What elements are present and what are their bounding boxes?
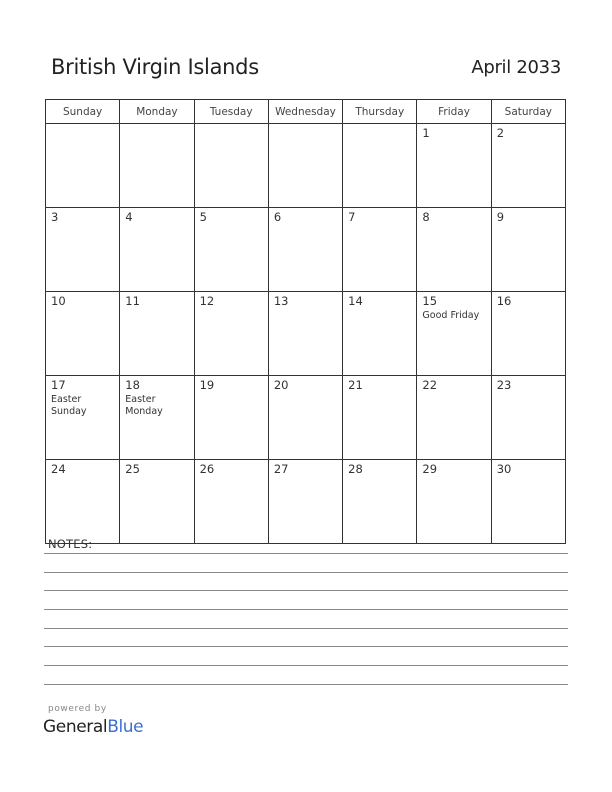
day-cell[interactable] <box>343 376 417 460</box>
holiday-label: Easter Monday <box>125 394 163 417</box>
day-cell[interactable] <box>491 292 565 376</box>
week-row <box>46 208 566 292</box>
day-number: 25 <box>125 462 140 476</box>
brand-logo[interactable] <box>43 717 143 737</box>
day-cell[interactable] <box>343 460 417 544</box>
day-cell[interactable] <box>268 292 342 376</box>
weekday-header-row <box>46 100 566 124</box>
day-number: 17 <box>51 378 66 392</box>
weekday-saturday: Saturday <box>491 100 565 124</box>
day-number: 1 <box>422 126 430 140</box>
day-cell[interactable] <box>491 208 565 292</box>
day-cell[interactable] <box>120 208 194 292</box>
day-cell[interactable] <box>343 208 417 292</box>
powered-by-text: powered by <box>48 704 107 714</box>
day-cell[interactable] <box>268 208 342 292</box>
week-row <box>46 460 566 544</box>
day-cell[interactable] <box>194 208 268 292</box>
weekday-friday: Friday <box>417 100 491 124</box>
day-number: 24 <box>51 462 66 476</box>
day-cell[interactable] <box>46 208 120 292</box>
day-number: 15 <box>422 294 438 308</box>
day-number: 13 <box>273 294 289 308</box>
day-cell[interactable] <box>268 376 342 460</box>
day-number: 21 <box>348 378 363 392</box>
weekday-tuesday: Tuesday <box>194 100 268 124</box>
day-number: 27 <box>273 462 289 476</box>
day-cell[interactable] <box>491 460 565 544</box>
day-cell[interactable] <box>417 124 491 208</box>
day-cell[interactable] <box>46 292 120 376</box>
day-cell[interactable] <box>417 376 491 460</box>
day-cell[interactable] <box>343 292 417 376</box>
day-number: 19 <box>199 378 215 392</box>
week-row <box>46 376 566 460</box>
weekday-wednesday: Wednesday <box>268 100 342 124</box>
day-number: 12 <box>199 294 215 308</box>
day-number: 22 <box>422 378 438 392</box>
week-row <box>46 292 566 376</box>
weekday-thursday: Thursday <box>343 100 417 124</box>
notes-label: NOTES: <box>48 537 93 551</box>
day-number: 18 <box>125 378 140 392</box>
day-cell[interactable] <box>268 124 342 208</box>
day-cell[interactable] <box>417 292 491 376</box>
week-row <box>46 124 566 208</box>
day-cell[interactable] <box>194 376 268 460</box>
day-number: 10 <box>51 294 66 308</box>
day-number: 20 <box>273 378 289 392</box>
weekday-sunday: Sunday <box>46 100 120 124</box>
day-number: 9 <box>496 210 505 224</box>
note-line <box>44 609 568 610</box>
day-cell[interactable] <box>343 124 417 208</box>
day-number: 29 <box>422 462 438 476</box>
day-cell[interactable] <box>46 460 120 544</box>
day-cell[interactable] <box>194 460 268 544</box>
day-cell[interactable] <box>120 376 194 460</box>
day-cell[interactable] <box>120 460 194 544</box>
holiday-label: Easter Sunday <box>51 394 87 417</box>
calendar-grid <box>45 99 566 544</box>
brand-name-general: General <box>43 717 108 737</box>
note-line <box>44 665 568 666</box>
day-number: 4 <box>125 210 133 224</box>
holiday-label: Good Friday <box>422 310 480 321</box>
day-number: 16 <box>496 294 512 308</box>
note-line <box>44 553 568 554</box>
day-number: 28 <box>348 462 363 476</box>
day-cell[interactable] <box>120 292 194 376</box>
day-number: 6 <box>273 210 282 224</box>
day-number: 26 <box>199 462 215 476</box>
calendar-month: April 2033 <box>471 57 561 78</box>
day-cell[interactable] <box>46 376 120 460</box>
day-number: 23 <box>496 378 512 392</box>
day-cell[interactable] <box>417 208 491 292</box>
day-cell[interactable] <box>491 376 565 460</box>
weekday-monday: Monday <box>120 100 194 124</box>
day-cell[interactable] <box>417 460 491 544</box>
brand-name-blue: Blue <box>107 717 144 737</box>
day-number: 5 <box>199 210 207 224</box>
day-cell[interactable] <box>268 460 342 544</box>
day-cell[interactable] <box>120 124 194 208</box>
note-line <box>44 646 568 647</box>
day-cell[interactable] <box>491 124 565 208</box>
day-cell[interactable] <box>46 124 120 208</box>
day-number: 30 <box>496 462 512 476</box>
calendar-title: British Virgin Islands <box>51 55 259 79</box>
day-number: 11 <box>125 294 140 308</box>
day-cell[interactable] <box>194 292 268 376</box>
note-line <box>44 590 568 591</box>
day-number: 7 <box>348 210 356 224</box>
note-line <box>44 628 568 629</box>
note-line <box>44 684 568 685</box>
day-number: 3 <box>51 210 59 224</box>
note-line <box>44 572 568 573</box>
day-cell[interactable] <box>194 124 268 208</box>
day-number: 2 <box>496 126 505 140</box>
day-number: 8 <box>422 210 430 224</box>
day-number: 14 <box>348 294 363 308</box>
